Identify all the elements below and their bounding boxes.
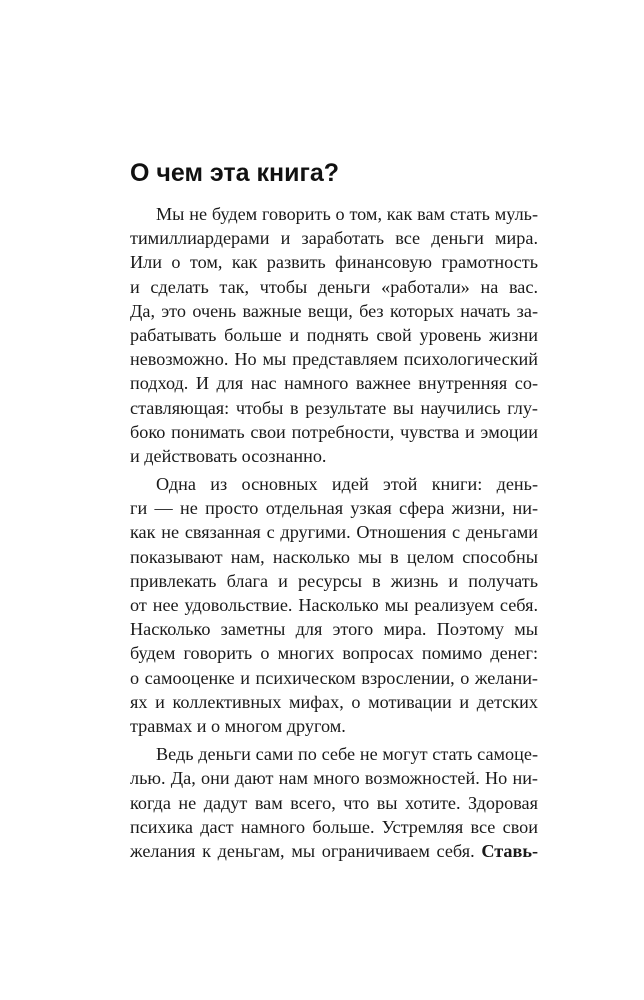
body-text — [130, 202, 538, 863]
text-line: Или о том, как развить финансовую грамотность — [130, 252, 538, 273]
text-line-regular: желания к деньгам, мы ограничиваем себя. — [130, 840, 475, 861]
text-line: ях и коллективных мифах, о мотивации и детских — [130, 691, 538, 712]
text-line: рабатывать больше и поднять свой уровень жизни — [130, 324, 538, 345]
text-line: как не связанная с другими. Отношения с деньгами — [130, 522, 538, 543]
text-line: ставляющая: чтобы в результате вы научились глу- — [130, 397, 538, 418]
text-line: тимиллиардерами и заработать все деньги мира. — [130, 228, 538, 249]
text-line: невозможно. Но мы представляем психологический — [130, 349, 538, 370]
text-line-bold: Ставь- — [481, 840, 538, 861]
text-line: травмах и о многом другом. — [130, 715, 346, 736]
text-line: лью. Да, они дают нам много возможностей. Но ни- — [130, 768, 538, 789]
paragraph-1 — [130, 202, 538, 468]
text-line: Мы не будем говорить о том, как вам стать муль- — [156, 204, 538, 224]
paragraph-2 — [130, 472, 538, 738]
text-line: будем говорить о многих вопросах помимо денег: — [130, 643, 538, 664]
text-line: боко понимать свои потребности, чувства и эмоции — [130, 421, 538, 442]
text-line: Ведь деньги сами по себе не могут стать самоце- — [156, 744, 538, 765]
text-line: Да, это очень важные вещи, без которых начать за- — [130, 300, 538, 321]
text-line: ги — не просто отдельная узкая сфера жизни, ни- — [130, 498, 538, 519]
text-line: подход. И для нас намного важнее внутренняя со- — [130, 373, 538, 394]
text-line: привлекать блага и ресурсы в жизнь и получать — [130, 570, 538, 591]
text-line: и действовать осознанно. — [130, 445, 327, 466]
paragraph-3 — [130, 742, 538, 863]
text-line: от нее удовольствие. Насколько мы реализуем себя. — [130, 595, 538, 615]
chapter-heading: О чем эта книга? — [130, 159, 340, 187]
text-line: показывают нам, насколько мы в целом способны — [130, 546, 538, 567]
text-line: Одна из основных идей этой книги: день- — [156, 474, 538, 495]
text-line: когда не дадут вам всего, что вы хотите. Здоровая — [130, 792, 538, 813]
text-line: психика даст намного больше. Устремляя все свои — [130, 816, 538, 837]
text-line-last — [130, 839, 538, 863]
text-line: и сделать так, чтобы деньги «работали» на вас. — [130, 276, 538, 297]
text-line: Насколько заметны для этого мира. Поэтому мы — [130, 619, 538, 640]
text-line: о самооценке и психическом взрослении, о желани- — [130, 667, 538, 688]
